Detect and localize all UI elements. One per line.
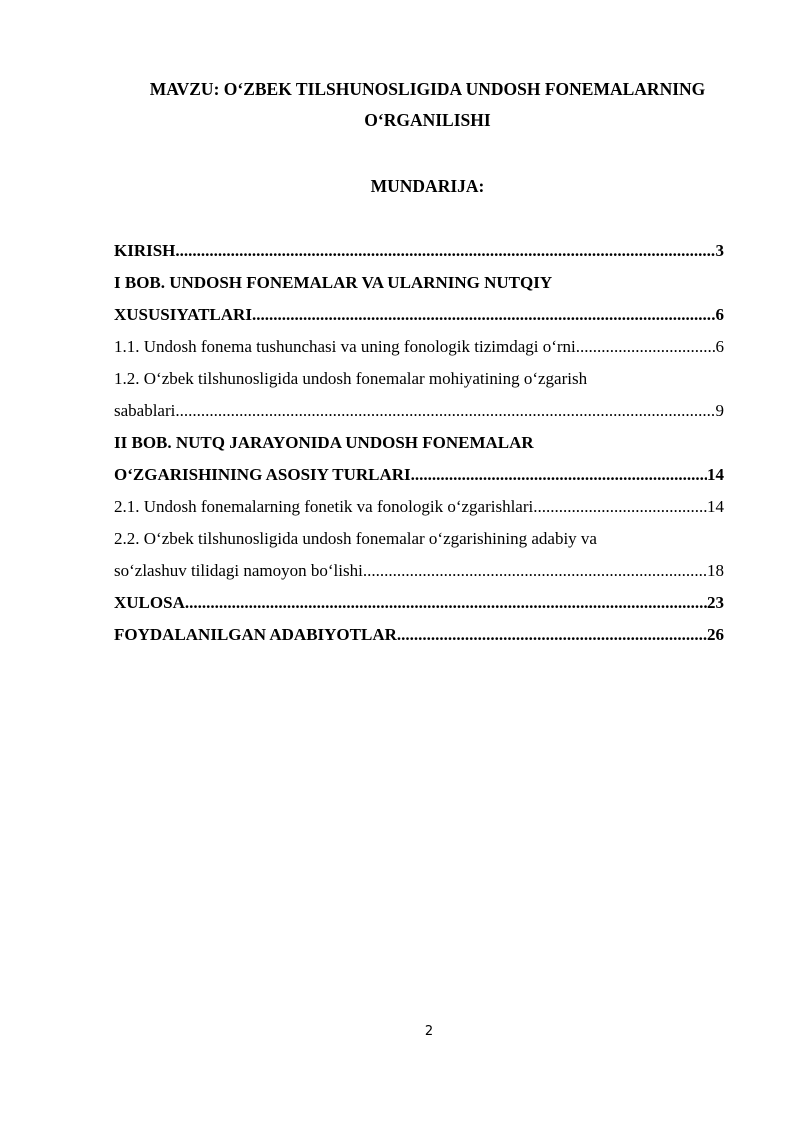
toc-entry-2-2[interactable] xyxy=(114,555,724,587)
toc-heading: MUNDARIJA: xyxy=(370,176,485,196)
dot-leader xyxy=(397,619,707,651)
dot-leader xyxy=(185,587,707,619)
toc-entry-label: XUSUSIYATLARI xyxy=(114,305,252,324)
dot-leader xyxy=(175,395,715,427)
title-line-1: MAVZU: O‘ZBEK TILSHUNOSLIGIDA UNDOSH FONEMALARNING xyxy=(149,79,706,99)
toc-entry-page: 6 xyxy=(715,337,724,356)
toc-entry-page: 23 xyxy=(707,593,724,612)
dot-leader xyxy=(411,459,707,491)
toc-entry-label: 1.1. Undosh fonema tushunchasi va uning fonologik tizimdagi o‘rni xyxy=(114,337,576,356)
toc-entry-1-2[interactable] xyxy=(114,395,724,427)
toc-entry-1-1[interactable] xyxy=(114,331,724,363)
toc-entry-page: 3 xyxy=(715,241,724,260)
toc-entry-kirish[interactable] xyxy=(114,235,724,267)
toc-entry-page: 14 xyxy=(707,497,724,516)
title-line-2: O‘RGANILISHI xyxy=(364,110,491,130)
toc-entry-label: KIRISH xyxy=(114,241,176,260)
toc-entry-page: 14 xyxy=(707,465,724,484)
toc-entry-page: 18 xyxy=(707,561,724,580)
toc-entry-adabiyotlar[interactable] xyxy=(114,619,724,651)
toc-entry-bob1-line1[interactable]: I BOB. UNDOSH FONEMALAR VA ULARNING NUTQIY xyxy=(114,273,553,292)
document-title xyxy=(100,74,755,136)
toc-entry-page: 26 xyxy=(707,625,724,644)
dot-leader xyxy=(576,331,716,363)
table-of-contents xyxy=(114,235,724,651)
toc-entry-page: 9 xyxy=(715,401,724,420)
toc-entry-label: FOYDALANILGAN ADABIYOTLAR xyxy=(114,625,397,644)
toc-entry-bob2-line1[interactable]: II BOB. NUTQ JARAYONIDA UNDOSH FONEMALAR xyxy=(114,433,534,452)
toc-entry-label: so‘zlashuv tilidagi namoyon bo‘lishi xyxy=(114,561,363,580)
toc-entry-2-2-line1[interactable]: 2.2. O‘zbek tilshunosligida undosh fonemalar o‘zgarishining adabiy va xyxy=(114,529,597,548)
toc-entry-label: XULOSA xyxy=(114,593,185,612)
toc-entry-label: 2.1. Undosh fonemalarning fonetik va fonologik o‘zgarishlari xyxy=(114,497,534,516)
toc-entry-label: O‘ZGARISHINING ASOSIY TURLARI xyxy=(114,465,411,484)
toc-entry-label: sabablari xyxy=(114,401,176,420)
dot-leader xyxy=(175,235,715,267)
toc-entry-bob1[interactable] xyxy=(114,299,724,331)
toc-entry-2-1[interactable] xyxy=(114,491,724,523)
toc-entry-xulosa[interactable] xyxy=(114,587,724,619)
toc-entry-page: .6 xyxy=(711,305,724,324)
page-number: 2 xyxy=(424,1024,434,1039)
dot-leader xyxy=(533,491,707,523)
dot-leader xyxy=(363,555,707,587)
dot-leader xyxy=(252,299,711,331)
toc-entry-1-2-line1[interactable]: 1.2. O‘zbek tilshunosligida undosh fonemalar mohiyatining o‘zgarish xyxy=(114,369,588,388)
toc-entry-bob2[interactable] xyxy=(114,459,724,491)
